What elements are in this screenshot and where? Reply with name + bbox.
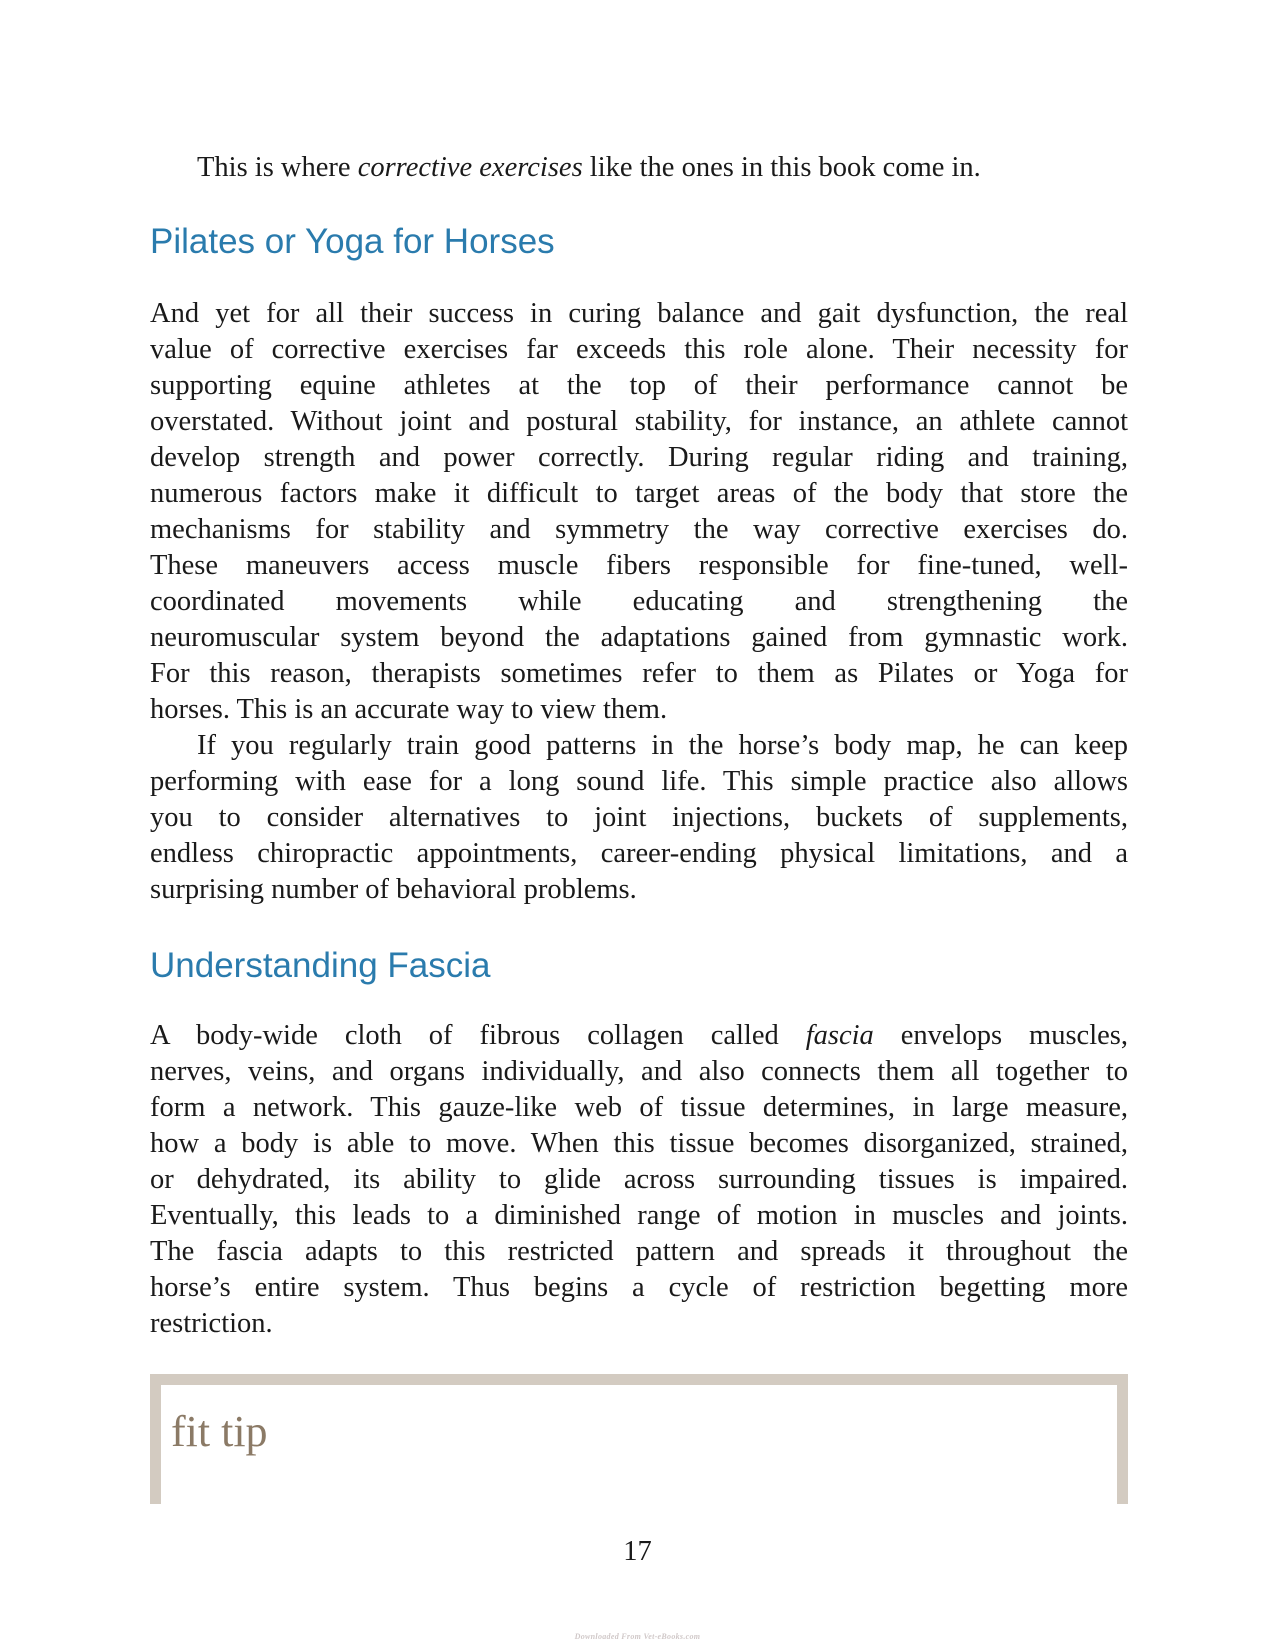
text-line: endless chiropractic appointments, career-ending physical limitations, and a: [150, 838, 1128, 869]
text-line: supporting equine athletes at the top of their performance cannot be: [150, 370, 1128, 401]
text-line: Eventually, this leads to a diminished range of motion in muscles and joints.: [150, 1200, 1128, 1231]
text-line: performing with ease for a long sound life. This simple practice also allows: [150, 766, 1128, 797]
section-heading-fascia: Understanding Fascia: [150, 946, 491, 985]
text-line: or dehydrated, its ability to glide across surrounding tissues is impaired.: [150, 1164, 1128, 1195]
text-line: horses. This is an accurate way to view them.: [150, 694, 668, 725]
section-body-fascia: [150, 1018, 1128, 1342]
page-number: 17: [623, 1536, 652, 1567]
text-line: neuromuscular system beyond the adaptations gained from gymnastic work.: [150, 622, 1128, 653]
fit-tip-box: [150, 1374, 1128, 1504]
watermark: Downloaded From Vet-eBooks.com: [574, 1632, 701, 1641]
text-line: The fascia adapts to this restricted pattern and spreads it throughout the: [150, 1236, 1128, 1267]
text-fragment: envelops muscles,: [873, 1020, 1128, 1051]
text-line: horse’s entire system. Thus begins a cycle of restriction begetting more: [150, 1272, 1128, 1303]
text-line: And yet for all their success in curing balance and gait dysfunction, the real: [150, 298, 1128, 329]
text-line: nerves, veins, and organs individually, and also connects them all together to: [150, 1056, 1128, 1087]
text-line: you to consider alternatives to joint injections, buckets of supplements,: [150, 802, 1128, 833]
text-line: coordinated movements while educating and strengthening the: [150, 586, 1128, 617]
text-line: overstated. Without joint and postural stability, for instance, an athlete cannot: [150, 406, 1128, 437]
text-line: If you regularly train good patterns in the horse’s body map, he can keep: [197, 730, 1128, 761]
fit-tip-title: fit tip: [171, 1407, 268, 1456]
text-line: mechanisms for stability and symmetry the way corrective exercises do.: [150, 514, 1128, 545]
paragraph: [150, 1018, 1128, 1342]
intro-text-after: like the ones in this book come in.: [582, 152, 981, 183]
text-line: numerous factors make it difficult to target areas of the body that store the: [150, 478, 1128, 509]
section-body-pilates: [150, 296, 1128, 908]
text-line: [150, 1018, 1128, 1054]
text-line: surprising number of behavioral problems.: [150, 874, 637, 905]
text-line: form a network. This gauze-like web of tissue determines, in large measure,: [150, 1092, 1128, 1123]
intro-line: [150, 150, 1128, 186]
text-line: value of corrective exercises far exceeds this role alone. Their necessity for: [150, 334, 1128, 365]
text-line: For this reason, therapists sometimes refer to them as Pilates or Yoga for: [150, 658, 1128, 689]
intro-text-before: This is where: [197, 152, 358, 183]
paragraph: [150, 728, 1128, 908]
intro-emphasis: corrective exercises: [357, 152, 583, 183]
text-line: develop strength and power correctly. During regular riding and training,: [150, 442, 1128, 473]
text-line: These maneuvers access muscle fibers responsible for fine-tuned, well-: [150, 550, 1128, 581]
text-line: restriction.: [150, 1308, 273, 1339]
paragraph: [150, 296, 1128, 728]
text-fragment: A body-wide cloth of fibrous collagen called: [150, 1020, 806, 1051]
fascia-emphasis: fascia: [805, 1020, 874, 1051]
text-line: how a body is able to move. When this tissue becomes disorganized, strained,: [150, 1128, 1128, 1159]
section-heading-pilates: Pilates or Yoga for Horses: [150, 222, 555, 261]
